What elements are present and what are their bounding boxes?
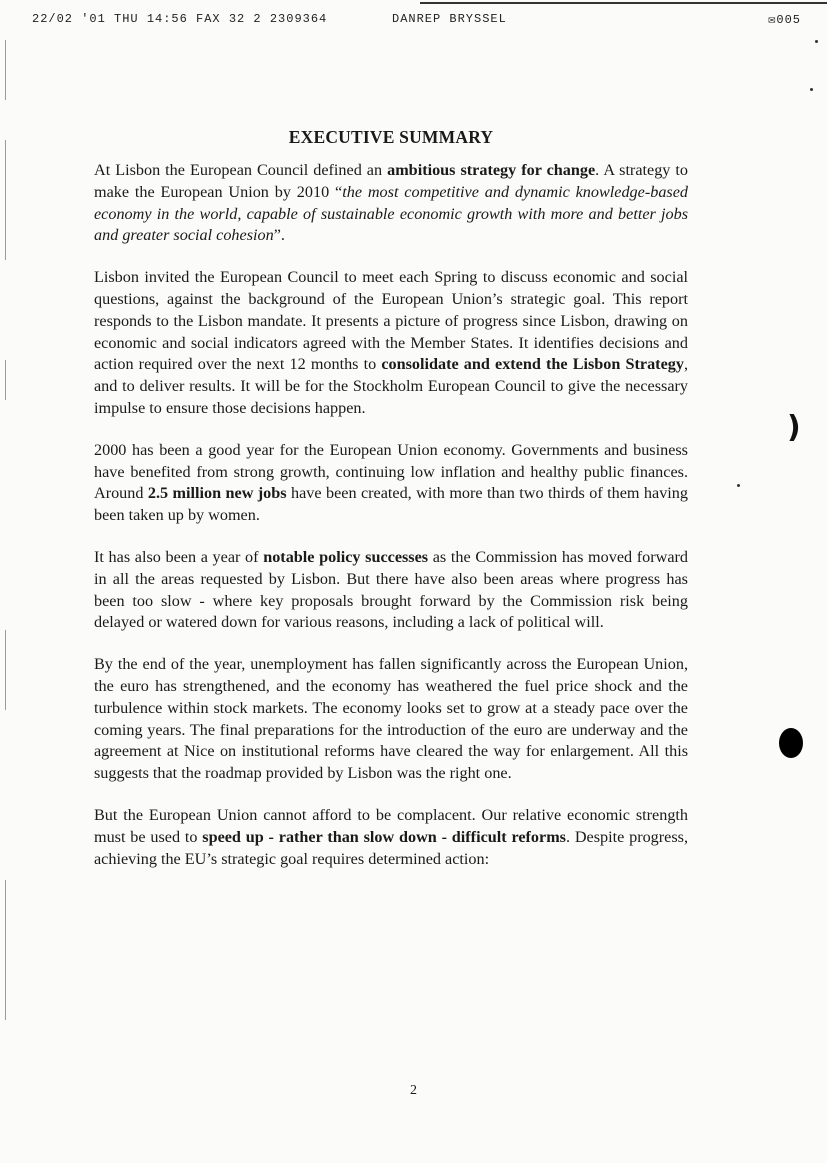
bold-text: 2.5 million new jobs xyxy=(147,484,287,503)
body-paragraph xyxy=(94,654,688,785)
text-run: At Lisbon the European Council defined an xyxy=(94,161,388,179)
body-paragraph xyxy=(94,805,688,870)
document-body xyxy=(94,160,688,890)
text-run: 2000 has been a good year for the European Union economy. Governments and business have benefited from strong growth, continuing low inflation and healthy public finances. Around xyxy=(94,440,688,503)
text-run: ”. xyxy=(273,226,285,245)
fax-header-left: 22/02 '01 THU 14:56 FAX 32 2 2309364 xyxy=(32,12,328,26)
bold-text: consolidate and extend the Lisbon Strategy xyxy=(381,355,684,374)
text-run: . A strategy to make the European Union by 2010 “ xyxy=(94,161,688,201)
scan-speck xyxy=(815,40,818,43)
bold-text: notable policy successes xyxy=(263,547,429,566)
text-run: Lisbon invited the European Council to meet each Spring to discuss economic and social questions, against the background of the European Union’s strategic goal. This report responds to the Lisbon mandate. It presents a picture of progress since Lisbon, drawing on economic and social indicators agreed with the Member States. It identifies decisions and action required over the next 12 months to xyxy=(94,268,688,374)
body-paragraph xyxy=(94,547,688,634)
scan-edge-mark xyxy=(5,630,6,710)
text-run: But the European Union cannot afford to be complacent. Our relative economic strength must be used to xyxy=(94,805,688,846)
bold-text: speed up - rather than slow down - difficult reforms xyxy=(202,827,566,846)
page-number: 2 xyxy=(410,1083,417,1098)
text-run: . Despite progress, achieving the EU’s strategic goal requires determined action: xyxy=(94,827,689,868)
fax-top-rule xyxy=(420,2,827,4)
body-paragraph xyxy=(94,267,688,420)
punch-hole xyxy=(779,728,803,758)
scan-speck xyxy=(810,88,813,91)
text-run: It has also been a year of xyxy=(94,547,264,566)
text-run: have been created, with more than two thirds of them having been taken up by women. xyxy=(94,484,688,525)
document-title: EXECUTIVE SUMMARY xyxy=(288,126,494,147)
scan-edge-mark xyxy=(5,360,6,400)
body-paragraph xyxy=(94,160,688,247)
fax-header xyxy=(32,12,807,30)
bold-text: ambitious strategy for change xyxy=(387,161,596,179)
italic-text: the most competitive and dynamic knowledge-based economy in the world, capable of sustainable economic growth with more and better jobs and greater social cohesion xyxy=(94,182,688,245)
scan-edge-mark xyxy=(5,40,6,100)
body-paragraph xyxy=(94,440,688,527)
scan-edge-mark xyxy=(5,140,6,260)
scan-edge-mark xyxy=(5,880,6,1020)
text-run: , and to deliver results. It will be for the Stockholm European Council to give the necessary impulse to ensure those decisions happen. xyxy=(94,355,688,417)
text-run: as the Commission has moved forward in all the areas requested by Lisbon. But there have also been areas where progress has been too slow - where key proposals brought forward by the Commission risk being delayed or watered down for various reasons, including a lack of political will. xyxy=(94,547,689,632)
fax-header-right: ✉005 xyxy=(768,13,801,27)
text-run: By the end of the year, unemployment has fallen significantly across the European Union, the euro has strengthened, and the economy has weathered the fuel price shock and the turbulence within stock markets. The economy looks set to grow at a steady pace over the coming years. The final preparations for the introduction of the euro are underway and the agreement at Nice on institutional reforms have cleared the way for enlargement. All this suggests that the roadmap provided by Lisbon was the right one. xyxy=(94,655,688,783)
scan-artifact-bracket: ) xyxy=(787,410,801,445)
fax-header-center: DANREP BRYSSEL xyxy=(392,12,507,26)
scan-speck xyxy=(737,484,740,487)
